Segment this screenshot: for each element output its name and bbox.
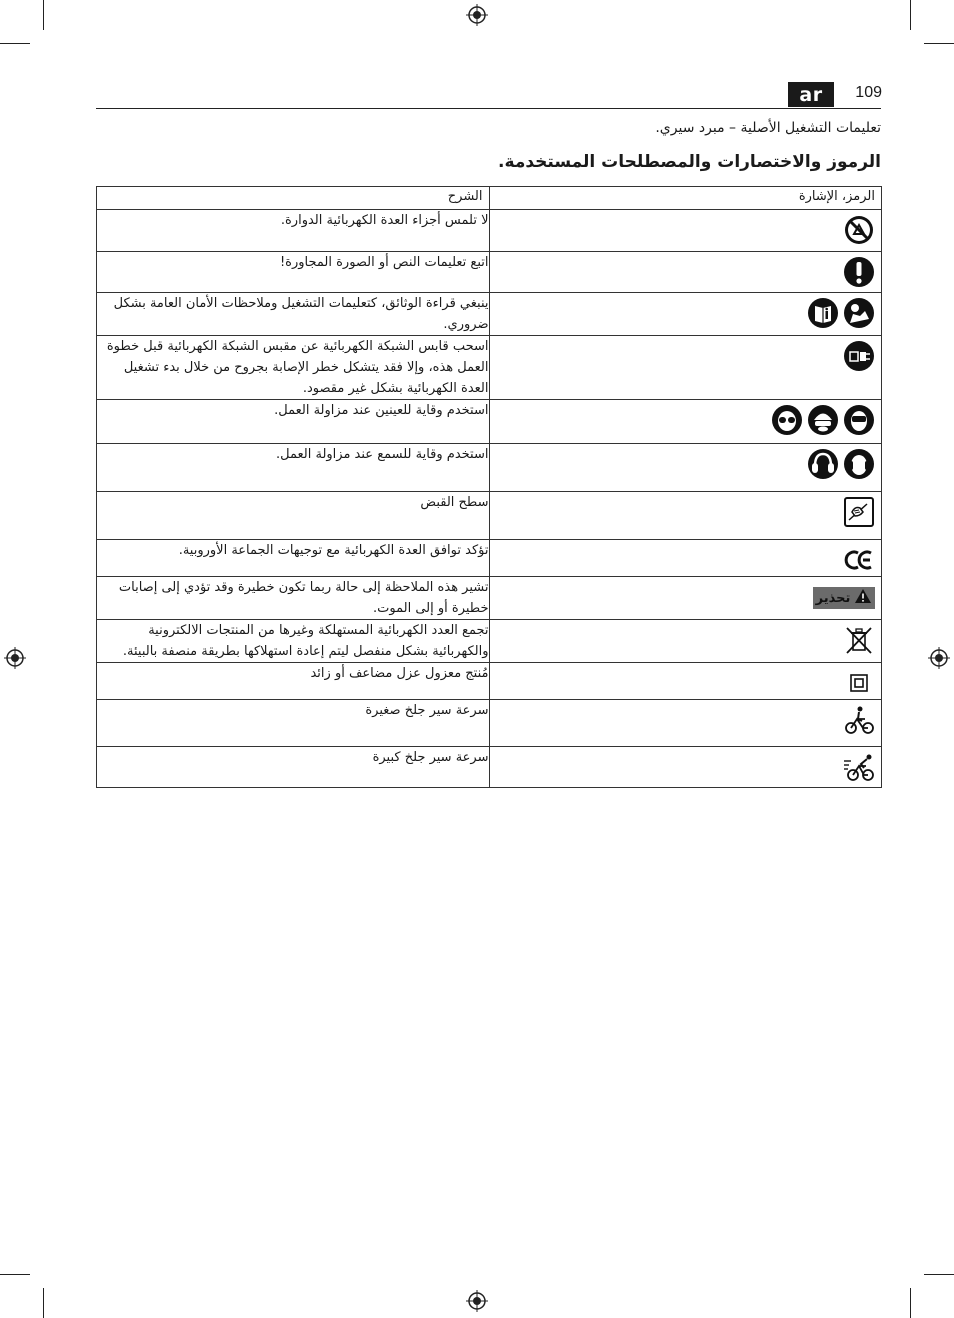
registration-mark-icon — [466, 1290, 488, 1312]
column-header-symbol: الرمز، الإشارة — [489, 187, 882, 210]
table-row — [97, 252, 882, 293]
symbol-cell — [489, 336, 882, 400]
page-number: 109 — [855, 84, 882, 101]
table-row — [97, 444, 882, 492]
symbol-cell — [489, 540, 882, 577]
registration-mark-icon — [466, 4, 488, 26]
symbol-cell — [489, 293, 882, 336]
crop-mark — [910, 0, 911, 30]
crossed-bin-icon — [843, 624, 875, 656]
table-row — [97, 492, 882, 540]
double-insulation-icon — [843, 667, 875, 699]
symbol-cell — [489, 700, 882, 747]
read-manual-icon — [843, 297, 875, 329]
fast-speed-bike-icon — [843, 751, 875, 783]
registration-mark-icon — [4, 647, 26, 669]
crop-mark — [43, 1288, 44, 1318]
table-row — [97, 540, 882, 577]
explanation-cell: اسحب قابس الشبكة الكهربائية عن مقبس الشبكة الكهربائية قبل خطوة العمل هذه، وإلا فقد يتشكل خطر الإصابة بجروح من خلال بدء تشغيل العدة الكهربائية بشكل غير مقصود. — [97, 336, 490, 400]
column-header-explanation: الشرح — [97, 187, 490, 210]
symbol-cell — [489, 444, 882, 492]
explanation-cell: اتبع تعليمات النص أو الصورة المجاورة! — [97, 252, 490, 293]
no-touch-rotating-icon — [843, 214, 875, 246]
table-row — [97, 747, 882, 788]
ear-muffs-icon — [807, 448, 839, 480]
crop-mark — [0, 1274, 30, 1275]
crop-mark — [910, 1288, 911, 1318]
symbol-cell — [489, 400, 882, 444]
explanation-cell: تشير هذه الملاحظة إلى حالة ربما تكون خطيرة وقد تؤدي إلى إصابات خطيرة أو إلى الموت. — [97, 577, 490, 620]
header-divider — [96, 108, 881, 109]
safety-glasses-icon — [771, 404, 803, 436]
table-row — [97, 663, 882, 700]
registration-mark-icon — [928, 647, 950, 669]
warning-badge-label: تحذير — [815, 590, 851, 606]
warning-triangle-icon — [854, 588, 872, 608]
symbols-table — [96, 186, 882, 788]
explanation-cell: ينبغي قراءة الوثائق، كتعليمات التشغيل وملاحظات الأمان العامة بشكل ضروري. — [97, 293, 490, 336]
table-row — [97, 620, 882, 663]
table-row — [97, 336, 882, 400]
explanation-cell: سطح القبض — [97, 492, 490, 540]
symbol-cell — [489, 577, 882, 620]
explanation-cell: استخدم وقاية للعينين عند مزاولة العمل. — [97, 400, 490, 444]
slow-speed-bike-icon — [843, 704, 875, 736]
exclamation-icon — [843, 256, 875, 288]
symbol-cell — [489, 747, 882, 788]
info-manual-icon — [807, 297, 839, 329]
table-row — [97, 293, 882, 336]
crop-mark — [43, 0, 44, 30]
warning-badge — [813, 587, 875, 609]
explanation-cell: لا تلمس أجزاء العدة الكهربائية الدوارة. — [97, 210, 490, 252]
symbol-cell — [489, 620, 882, 663]
language-badge: ar — [788, 82, 834, 107]
table-header-row — [97, 187, 882, 210]
explanation-cell: استخدم وقاية للسمع عند مزاولة العمل. — [97, 444, 490, 492]
symbol-cell — [489, 663, 882, 700]
explanation-cell: سرعة سير جلخ كبيرة — [97, 747, 490, 788]
ear-protection-head-icon — [843, 448, 875, 480]
crop-mark — [924, 43, 954, 44]
face-shield-icon — [843, 404, 875, 436]
symbol-cell — [489, 492, 882, 540]
grip-surface-icon — [843, 496, 875, 528]
explanation-cell: تجمع العدد الكهربائية المستهلكة وغيرها من المنتجات الالكترونية والكهربائية بشكل منفصل ليتم إعادة استهلاكها بطريقة منصفة بالبيئة. — [97, 620, 490, 663]
symbol-cell — [489, 210, 882, 252]
helmet-visor-icon — [807, 404, 839, 436]
crop-mark — [0, 43, 30, 44]
unplug-icon — [843, 340, 875, 372]
explanation-cell: مُنتج معزول عزل مضاعف أو زائد — [97, 663, 490, 700]
section-heading: الرموز والاختصارات والمصطلحات المستخدمة. — [498, 152, 881, 172]
crop-mark — [924, 1274, 954, 1275]
table-row — [97, 210, 882, 252]
table-row — [97, 577, 882, 620]
ce-mark-icon — [843, 544, 875, 576]
explanation-cell: سرعة سير جلخ صغيرة — [97, 700, 490, 747]
explanation-cell: تؤكد توافق العدة الكهربائية مع توجيهات الجماعة الأوروبية. — [97, 540, 490, 577]
symbol-cell — [489, 252, 882, 293]
document-subtitle: تعليمات التشغيل الأصلية – مبرد سيري. — [655, 120, 881, 136]
table-row — [97, 700, 882, 747]
table-row — [97, 400, 882, 444]
